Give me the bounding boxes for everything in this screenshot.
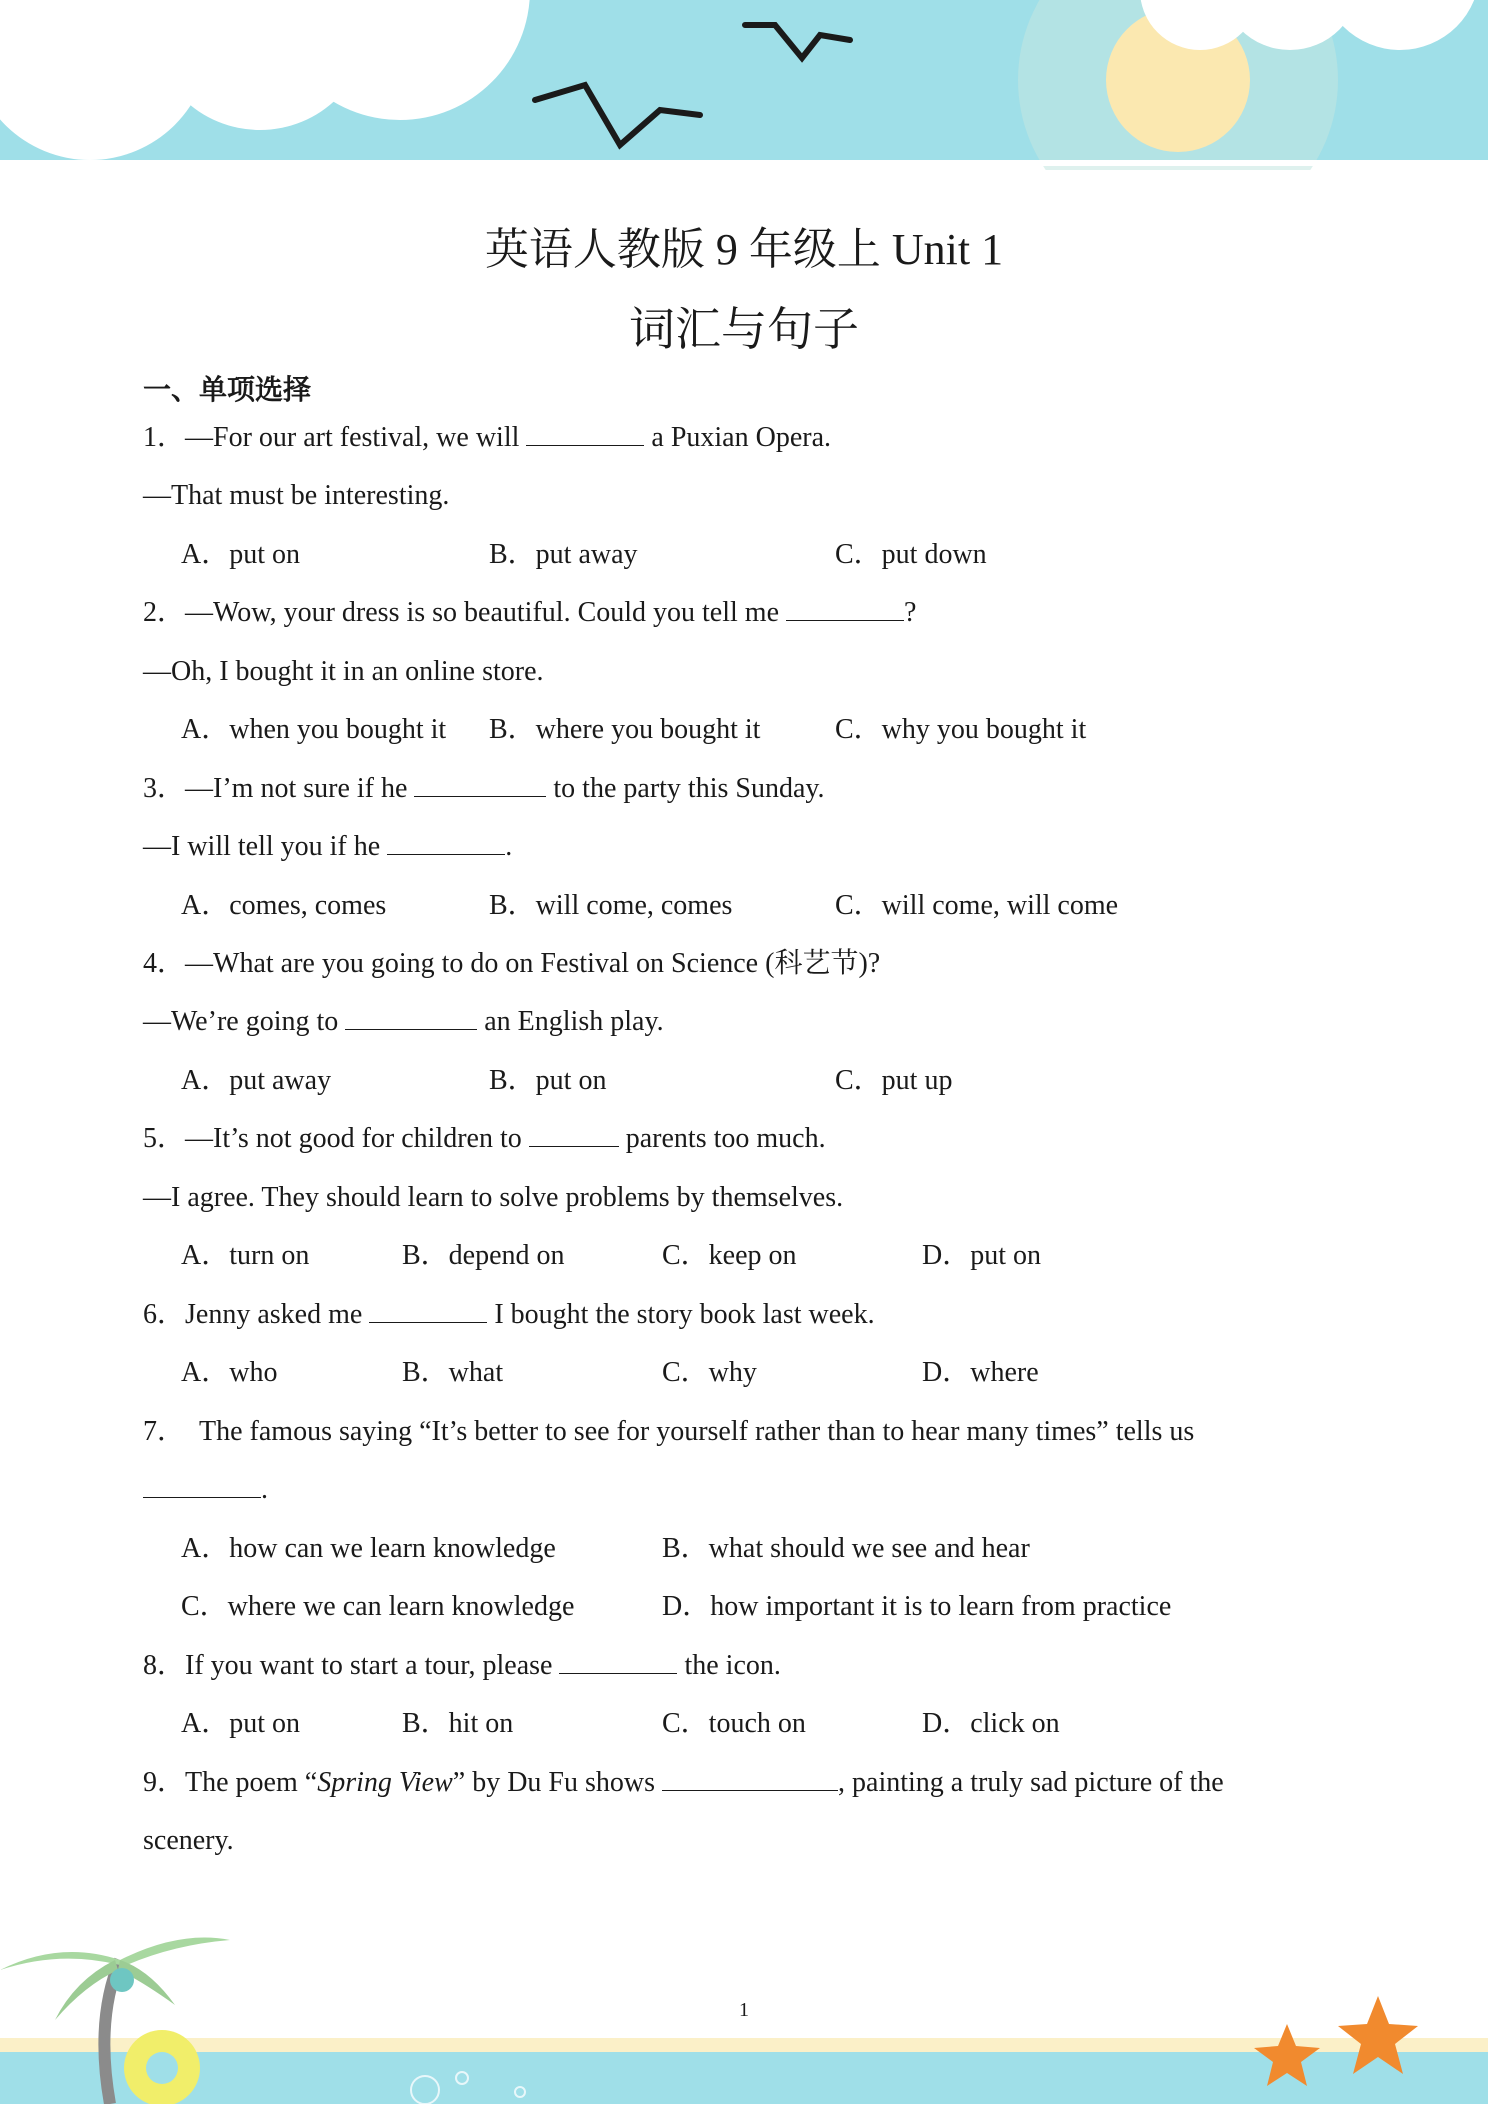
option-c: C．where we can learn knowledge (181, 1591, 575, 1622)
question-1: 1．—For our art festival, we will a Puxian Opera. (143, 418, 831, 458)
option-c: C．put down (835, 539, 987, 570)
option-a: A．put on (181, 1708, 301, 1739)
question-9: 9．The poem “Spring View” by Du Fu shows , painting a truly sad picture of the (143, 1763, 1224, 1803)
question-6: 6．Jenny asked me I bought the story book last week. (143, 1295, 875, 1335)
question-2-reply: —Oh, I bought it in an online store. (143, 656, 544, 687)
answer-blank (662, 1764, 838, 1791)
option-d: D．where (922, 1357, 1039, 1388)
option-b: B．put away (489, 539, 638, 570)
option-c: C．keep on (662, 1240, 797, 1271)
option-d: D．how important it is to learn from practice (662, 1591, 1172, 1622)
answer-blank (529, 1120, 619, 1147)
question-5: 5．—It’s not good for children to parents too much. (143, 1119, 826, 1159)
option-b: B．put on (489, 1065, 607, 1096)
question-8: 8．If you want to start a tour, please the icon. (143, 1646, 781, 1686)
option-b: B．what should we see and hear (662, 1533, 1030, 1564)
option-b: B．what (402, 1357, 504, 1388)
sea-band (0, 2048, 1488, 2104)
answer-blank (387, 828, 505, 855)
page-title: 英语人教版 9 年级上 Unit 1 (484, 225, 1004, 274)
question-1-reply: —That must be interesting. (143, 480, 450, 511)
option-b: B．hit on (402, 1708, 514, 1739)
answer-blank (526, 419, 644, 446)
answer-blank (786, 594, 904, 621)
option-c: C．put up (835, 1065, 953, 1096)
option-b: B．will come, comes (489, 890, 733, 921)
question-2: 2．—Wow, your dress is so beautiful. Could you tell me ? (143, 593, 916, 633)
option-c: C．why (662, 1357, 757, 1388)
section-heading: 一、单项选择 (143, 373, 312, 406)
page-number: 1 (739, 1999, 749, 2021)
option-a: A．put away (181, 1065, 332, 1096)
answer-blank (559, 1647, 677, 1674)
option-a: A．put on (181, 539, 301, 570)
question-9-continued: scenery. (143, 1825, 234, 1856)
answer-blank (345, 1003, 477, 1030)
answer-blank (414, 770, 546, 797)
answer-blank (143, 1471, 261, 1498)
poem-title: Spring View (317, 1767, 453, 1798)
option-c: C．will come, will come (835, 890, 1119, 921)
answer-blank (369, 1296, 487, 1323)
swim-ring-icon (124, 2030, 200, 2104)
option-b: B．where you bought it (489, 714, 761, 745)
option-a: A．comes, comes (181, 890, 387, 921)
option-c: C．why you bought it (835, 714, 1087, 745)
question-7-blank-line: . (143, 1470, 268, 1510)
option-a: A．when you bought it (181, 714, 447, 745)
option-a: A．turn on (181, 1240, 310, 1271)
option-d: D．put on (922, 1240, 1042, 1271)
question-3-reply: —I will tell you if he . (143, 827, 512, 867)
header-banner (0, 0, 1488, 170)
option-d: D．click on (922, 1708, 1060, 1739)
option-a: A．who (181, 1357, 278, 1388)
option-c: C．touch on (662, 1708, 806, 1739)
question-4: 4．—What are you going to do on Festival on Science (科艺节)? (143, 948, 881, 979)
option-b: B．depend on (402, 1240, 565, 1271)
option-a: A．how can we learn knowledge (181, 1533, 556, 1564)
question-3: 3．—I’m not sure if he to the party this Sunday. (143, 769, 825, 809)
question-7: 7． The famous saying “It’s better to see for yourself rather than to hear many times” tells us (143, 1416, 1195, 1447)
question-4-reply: —We’re going to an English play. (143, 1002, 664, 1042)
page-subtitle: 词汇与句子 (629, 302, 859, 356)
question-5-reply: —I agree. They should learn to solve problems by themselves. (143, 1182, 844, 1213)
